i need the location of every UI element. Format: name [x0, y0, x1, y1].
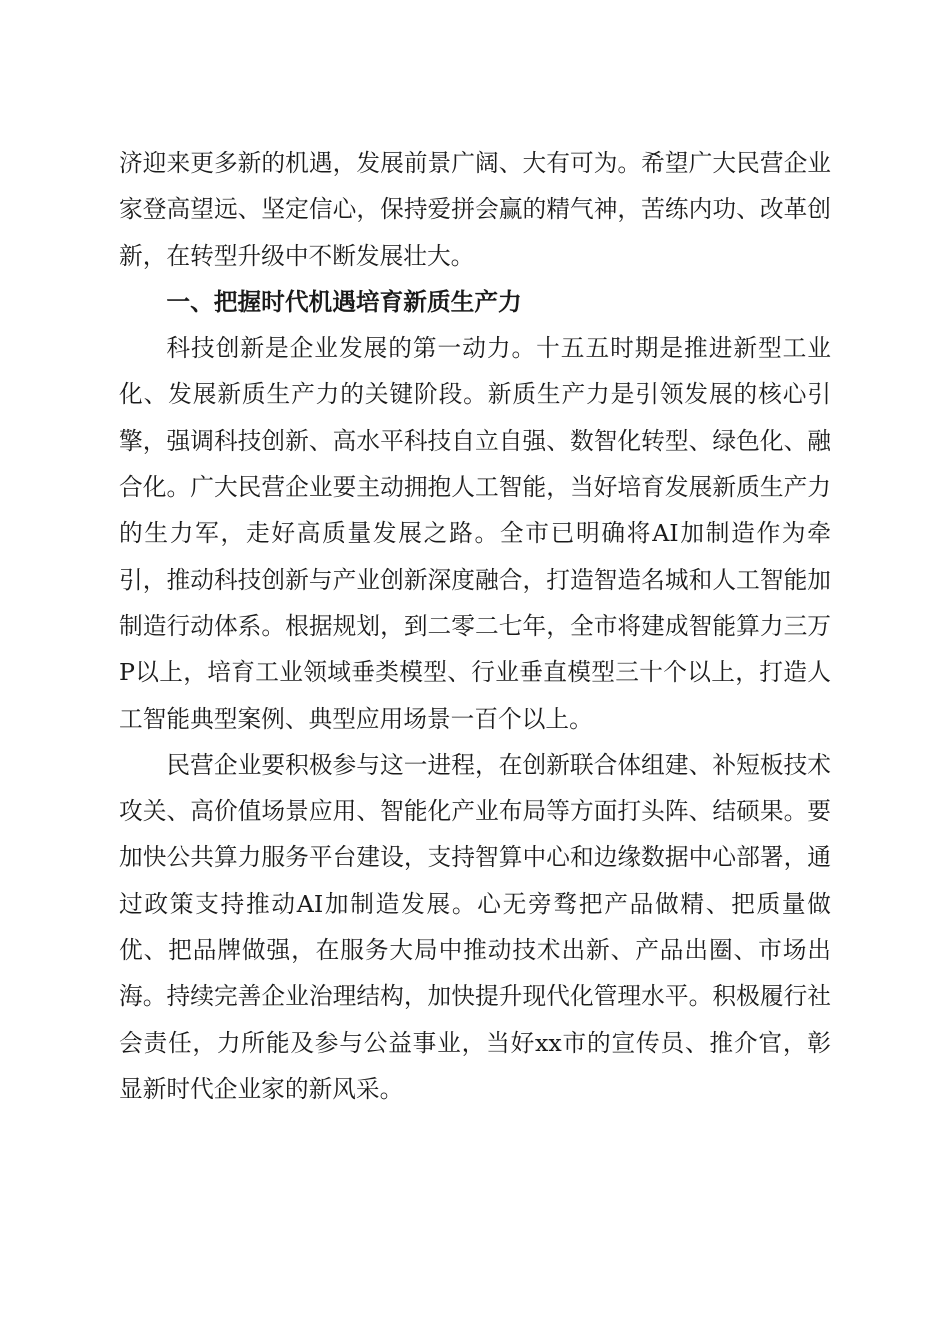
document-body	[119, 140, 831, 1112]
section-heading: 一、把握时代机遇培育新质生产力	[166, 287, 522, 316]
paragraph-tech-innovation: 科技创新是企业发展的第一动力。十五五时期是推进新型工业化、发展新质生产力的关键阶段。新质生产力是引领发展的核心引擎，强调科技创新、高水平科技自立自强、数智化转型、绿色化、融合化。广大民营企业要主动拥抱人工智能，当好培育发展新质生产力的生力军，走好高质量发展之路。全市已明确将AI加制造作为牵引，推动科技创新与产业创新深度融合，打造智造名城和人工智能加制造行动体系。根据规划，到二零二七年，全市将建成智能算力三万P以上，培育工业领域垂类模型、行业垂直模型三十个以上，打造人工智能典型案例、典型应用场景一百个以上。	[119, 334, 831, 733]
paragraph-continuation: 济迎来更多新的机遇，发展前景广阔、大有可为。希望广大民营企业家登高望远、坚定信心，保持爱拼会赢的精气神，苦练内功、改革创新，在转型升级中不断发展壮大。	[119, 149, 831, 270]
paragraph-private-enterprise: 民营企业要积极参与这一进程，在创新联合体组建、补短板技术攻关、高价值场景应用、智能化产业布局等方面打头阵、结硕果。要加快公共算力服务平台建设，支持智算中心和边缘数据中心部署，通过政策支持推动AI加制造发展。心无旁骛把产品做精、把质量做优、把品牌做强，在服务大局中推动技术出新、产品出圈、市场出海。持续完善企业治理结构，加快提升现代化管理水平。积极履行社会责任，力所能及参与公益事业，当好xx市的宣传员、推介官，彰显新时代企业家的新风采。	[119, 750, 831, 1103]
